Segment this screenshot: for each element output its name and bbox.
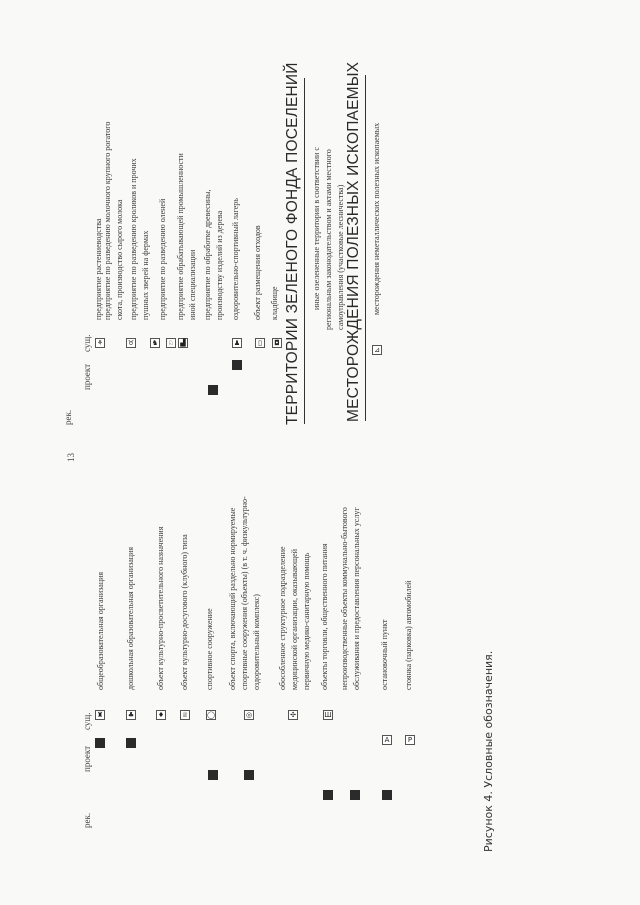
legend-label-school: общеобразовательная организация xyxy=(96,571,105,690)
column-header-rek: рек. xyxy=(82,812,92,828)
legend-label-culture: объект культурно-просветительного назначения xyxy=(156,526,165,690)
legend-label-parking: стоянка (парковка) автомобилей xyxy=(404,580,413,690)
legend-label-rabbit-line1: предприятие по разведению кроликов и прочих xyxy=(129,158,138,320)
recommended-marker xyxy=(208,770,218,780)
legend-label-cattle-line2: скота, производство сырого молока xyxy=(115,199,124,320)
column-header-rek-right: рек. xyxy=(63,409,73,425)
legend-label-deer: предприятие по разведению оленей xyxy=(158,198,167,320)
legend-label-bus-stop: остановочный пункт xyxy=(380,619,389,690)
green-fund-text-line1: иные озелененные территории в соответствии с xyxy=(312,147,321,310)
legend-label-mineral-deposit: месторождения неметаллических полезных ископаемых xyxy=(372,122,381,315)
culture-icon: ♦ xyxy=(157,711,165,719)
bus-stop-icon: A xyxy=(382,735,392,745)
recommended-marker xyxy=(95,738,105,748)
cattle-icon: ♉ xyxy=(127,339,135,347)
deer-icon: ♘ xyxy=(167,339,175,347)
legend-label-cemetery: кладбище xyxy=(270,286,279,320)
green-fund-underline xyxy=(304,78,305,424)
legend-label-club: объект культурно-досугового (клубного) типа xyxy=(180,534,189,690)
legend-label-kindergarten: дошкольная образовательная организация xyxy=(126,546,135,690)
legend-label-sport: спортивное сооружение xyxy=(205,608,214,690)
shop-icon: Ш xyxy=(324,711,332,719)
column-header-proekt: проект xyxy=(82,745,92,772)
legend-label-stadium-line3: оздоровительный комплекс) xyxy=(252,594,261,690)
recommended-marker xyxy=(350,790,360,800)
recommended-marker xyxy=(232,360,242,370)
recommended-marker xyxy=(208,385,218,395)
crop-icon: ⚘ xyxy=(96,339,104,347)
legend-label-rabbit-line2: пушных зверей на фермах xyxy=(141,230,150,320)
recommended-marker xyxy=(382,790,392,800)
rabbit-icon: ♞ xyxy=(151,339,159,347)
recommended-marker xyxy=(126,738,136,748)
mineral-deposit-icon: ⊿ xyxy=(372,345,382,355)
stadium-icon: ◎ xyxy=(245,711,253,719)
camp-icon: ♟ xyxy=(233,339,241,347)
sport-icon: ◯ xyxy=(207,711,215,719)
legend-label-waste: объект размещения отходов xyxy=(253,225,262,320)
legend-label-camp: оздоровительно-спортивный лагерь xyxy=(231,198,240,320)
legend-label-medical-line3: первичную медико-санитарную помощь xyxy=(302,552,311,690)
legend-label-crop: предприятие растениеводства xyxy=(94,218,103,320)
kindergarten-icon: ♣ xyxy=(127,711,135,719)
legend-label-wood-line1: предприятие по обработке древесины, xyxy=(203,189,212,320)
column-header-proekt-right: проект xyxy=(82,363,92,390)
legend-label-medical-line2: медицинской организации, оказывающей xyxy=(290,548,299,690)
school-icon: ♜ xyxy=(96,711,104,719)
green-fund-text-line3: самоуправления (участковые лесничества) xyxy=(336,184,345,330)
recommended-marker xyxy=(323,790,333,800)
legend-label-medical-line1: обособленное структурное подразделение xyxy=(278,546,287,690)
factory-icon: ▟ xyxy=(178,338,188,348)
cemetery-icon: ◘ xyxy=(272,338,282,348)
green-fund-heading: ТЕРРИТОРИИ ЗЕЛЕНОГО ФОНДА ПОСЕЛЕНИЙ xyxy=(284,62,301,425)
legend-label-factory-line2: иной специализации xyxy=(188,249,197,320)
legend-label-wood-line2: производству изделий из дерева xyxy=(215,210,224,320)
column-header-sush-right: сущ. xyxy=(82,334,92,352)
legend-label-service-line1: непроизводственные объекты коммунально-бытового xyxy=(340,507,349,690)
page-number: 13 xyxy=(66,453,76,462)
legend-label-stadium-line1: объект спорта, включающий раздельно нормируемые xyxy=(228,507,237,690)
waste-icon: ▯ xyxy=(255,338,265,348)
legend-label-shop: объекты торговли, общественного питания xyxy=(320,543,329,690)
green-fund-text-line2: региональным законодательством и актами местного xyxy=(324,149,333,330)
legend-label-service-line2: обслуживания и предоставления персональных услуг xyxy=(352,507,361,690)
club-icon: ♕ xyxy=(181,711,189,719)
minerals-underline xyxy=(365,75,366,421)
minerals-heading: МЕСТОРОЖДЕНИЯ ПОЛЕЗНЫХ ИСКОПАЕМЫХ xyxy=(345,61,362,422)
column-header-sush: сущ. xyxy=(82,712,92,730)
figure-caption: Рисунок 4. Условные обозначения. xyxy=(482,650,495,852)
medical-icon: ✣ xyxy=(288,710,298,720)
recommended-marker xyxy=(244,770,254,780)
parking-icon: P xyxy=(405,735,415,745)
legend-label-factory-line1: предприятие обрабатывающей промышленности xyxy=(176,153,185,320)
legend-label-cattle-line1: предприятие по разведению молочного крупного рогатого xyxy=(103,121,112,320)
legend-label-stadium-line2: спортивные сооружения (объекты) (в т. ч. физкультурно- xyxy=(240,496,249,690)
